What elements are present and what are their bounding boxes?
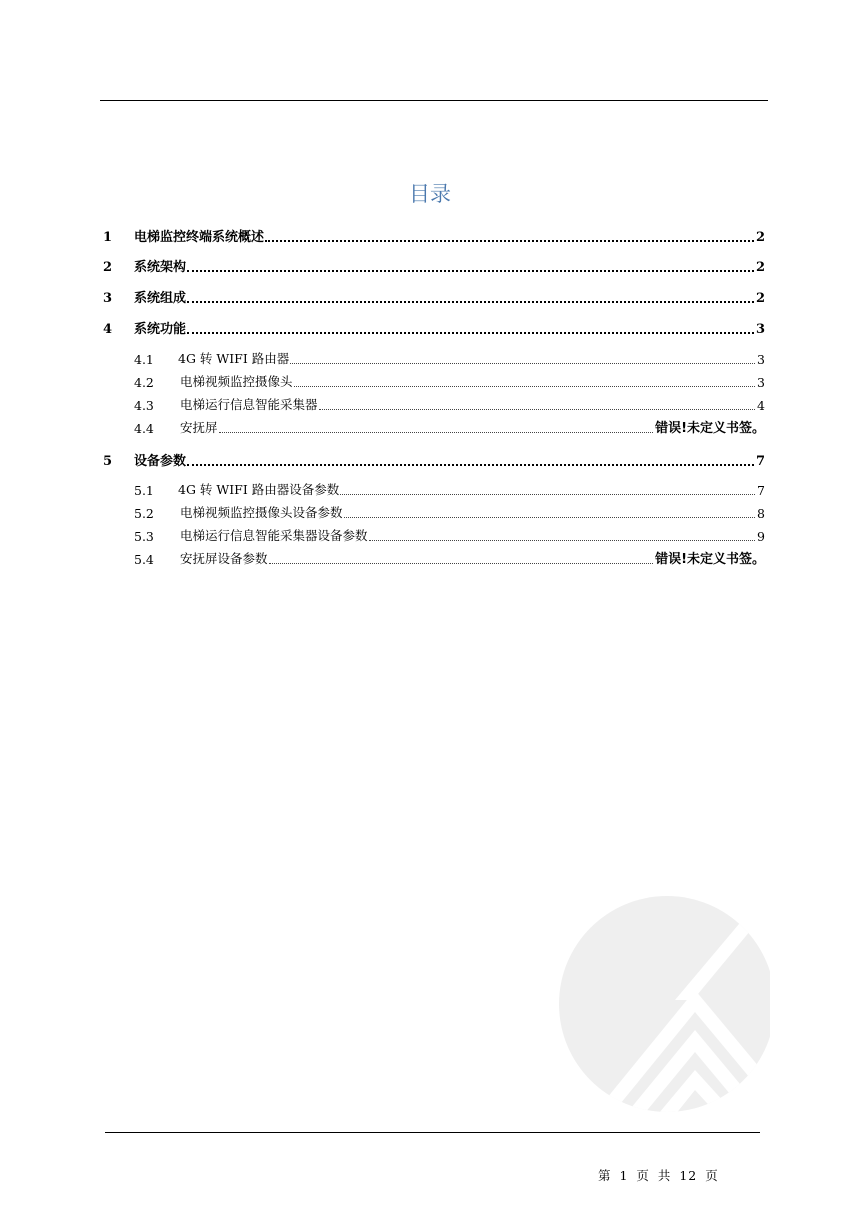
toc-entry-label: 4G 转 WIFI 路由器设备参数: [178, 482, 340, 497]
toc-entry-number: 5.4: [134, 552, 154, 567]
watermark-logo: [555, 880, 770, 1125]
toc-entry-label: 电梯运行信息智能采集器: [180, 397, 318, 412]
toc-entry-number: 1: [103, 230, 113, 245]
toc-entry-number: 5.1: [134, 483, 154, 498]
dot-leader: [219, 432, 654, 433]
dot-leader: [369, 540, 756, 541]
toc-entry-4-4[interactable]: [0, 418, 860, 436]
toc-entry-label: 安抚屏: [180, 420, 218, 435]
toc-entry-page: 2: [755, 291, 765, 306]
toc-entry-page: 8: [757, 506, 765, 521]
toc-entry-label: 系统架构: [134, 260, 187, 275]
toc-entry-3[interactable]: [0, 288, 860, 306]
toc-entry-number: 5.3: [134, 529, 154, 544]
toc-entry-number: 4.3: [134, 398, 154, 413]
page-number-footer: 第 1 页 共 12 页: [598, 1168, 719, 1183]
toc-entry-number: 4.4: [134, 421, 154, 436]
dot-leader: [265, 240, 754, 242]
toc-entry-number: 3: [103, 291, 113, 306]
footer-rule: [105, 1132, 760, 1133]
toc-entry-number: 2: [103, 260, 113, 275]
toc-entry-page: 7: [755, 454, 765, 469]
dot-leader: [340, 494, 755, 495]
toc-entry-page: 7: [757, 483, 765, 498]
dot-leader: [187, 332, 754, 334]
toc-entry-5-2[interactable]: [0, 503, 860, 521]
toc-entry-4-2[interactable]: [0, 372, 860, 390]
toc-entry-1[interactable]: [0, 227, 860, 245]
toc-entry-4-3[interactable]: [0, 395, 860, 413]
toc-entry-5-4[interactable]: [0, 549, 860, 567]
toc-title: 目录: [409, 182, 451, 206]
dot-leader: [344, 517, 756, 518]
toc-entry-number: 5: [103, 454, 113, 469]
toc-entry-5-1[interactable]: [0, 480, 860, 498]
toc-entry-page: 2: [755, 230, 765, 245]
toc-entry-page: 2: [755, 260, 765, 275]
toc-entry-page: 3: [757, 375, 765, 390]
toc-entry-label: 系统功能: [134, 322, 187, 337]
dot-leader: [319, 409, 756, 410]
dot-leader: [294, 386, 756, 387]
toc-entry-page: 9: [757, 529, 765, 544]
dot-leader: [187, 301, 754, 303]
toc-entry-4[interactable]: [0, 319, 860, 337]
toc-entry-page: 4: [757, 398, 765, 413]
toc-entry-label: 电梯运行信息智能采集器设备参数: [180, 528, 368, 543]
toc-entry-page: 3: [755, 322, 765, 337]
toc-entry-label: 安抚屏设备参数: [180, 551, 268, 566]
toc-entry-number: 4.2: [134, 375, 154, 390]
toc-entry-number: 4.1: [134, 352, 154, 367]
toc-entry-5-3[interactable]: [0, 526, 860, 544]
toc-entry-number: 5.2: [134, 506, 154, 521]
toc-entry-4-1[interactable]: [0, 349, 860, 367]
toc-entry-page-error: 错误!未定义书签。: [655, 421, 765, 436]
toc-entry-page: 3: [757, 352, 765, 367]
dot-leader: [290, 363, 755, 364]
toc-entry-label: 系统组成: [134, 291, 187, 306]
dot-leader: [269, 563, 654, 564]
toc-entry-label: 设备参数: [134, 454, 187, 469]
toc-entry-label: 电梯视频监控摄像头设备参数: [180, 505, 343, 520]
dot-leader: [187, 464, 754, 466]
toc-entry-label: 电梯监控终端系统概述: [134, 230, 265, 245]
toc-entry-2[interactable]: [0, 257, 860, 275]
toc-entry-page-error: 错误!未定义书签。: [655, 552, 765, 567]
toc-entry-label: 电梯视频监控摄像头: [180, 374, 293, 389]
dot-leader: [187, 270, 754, 272]
toc-entry-label: 4G 转 WIFI 路由器: [178, 351, 290, 366]
toc-entry-number: 4: [103, 322, 113, 337]
toc-entry-5[interactable]: [0, 451, 860, 469]
